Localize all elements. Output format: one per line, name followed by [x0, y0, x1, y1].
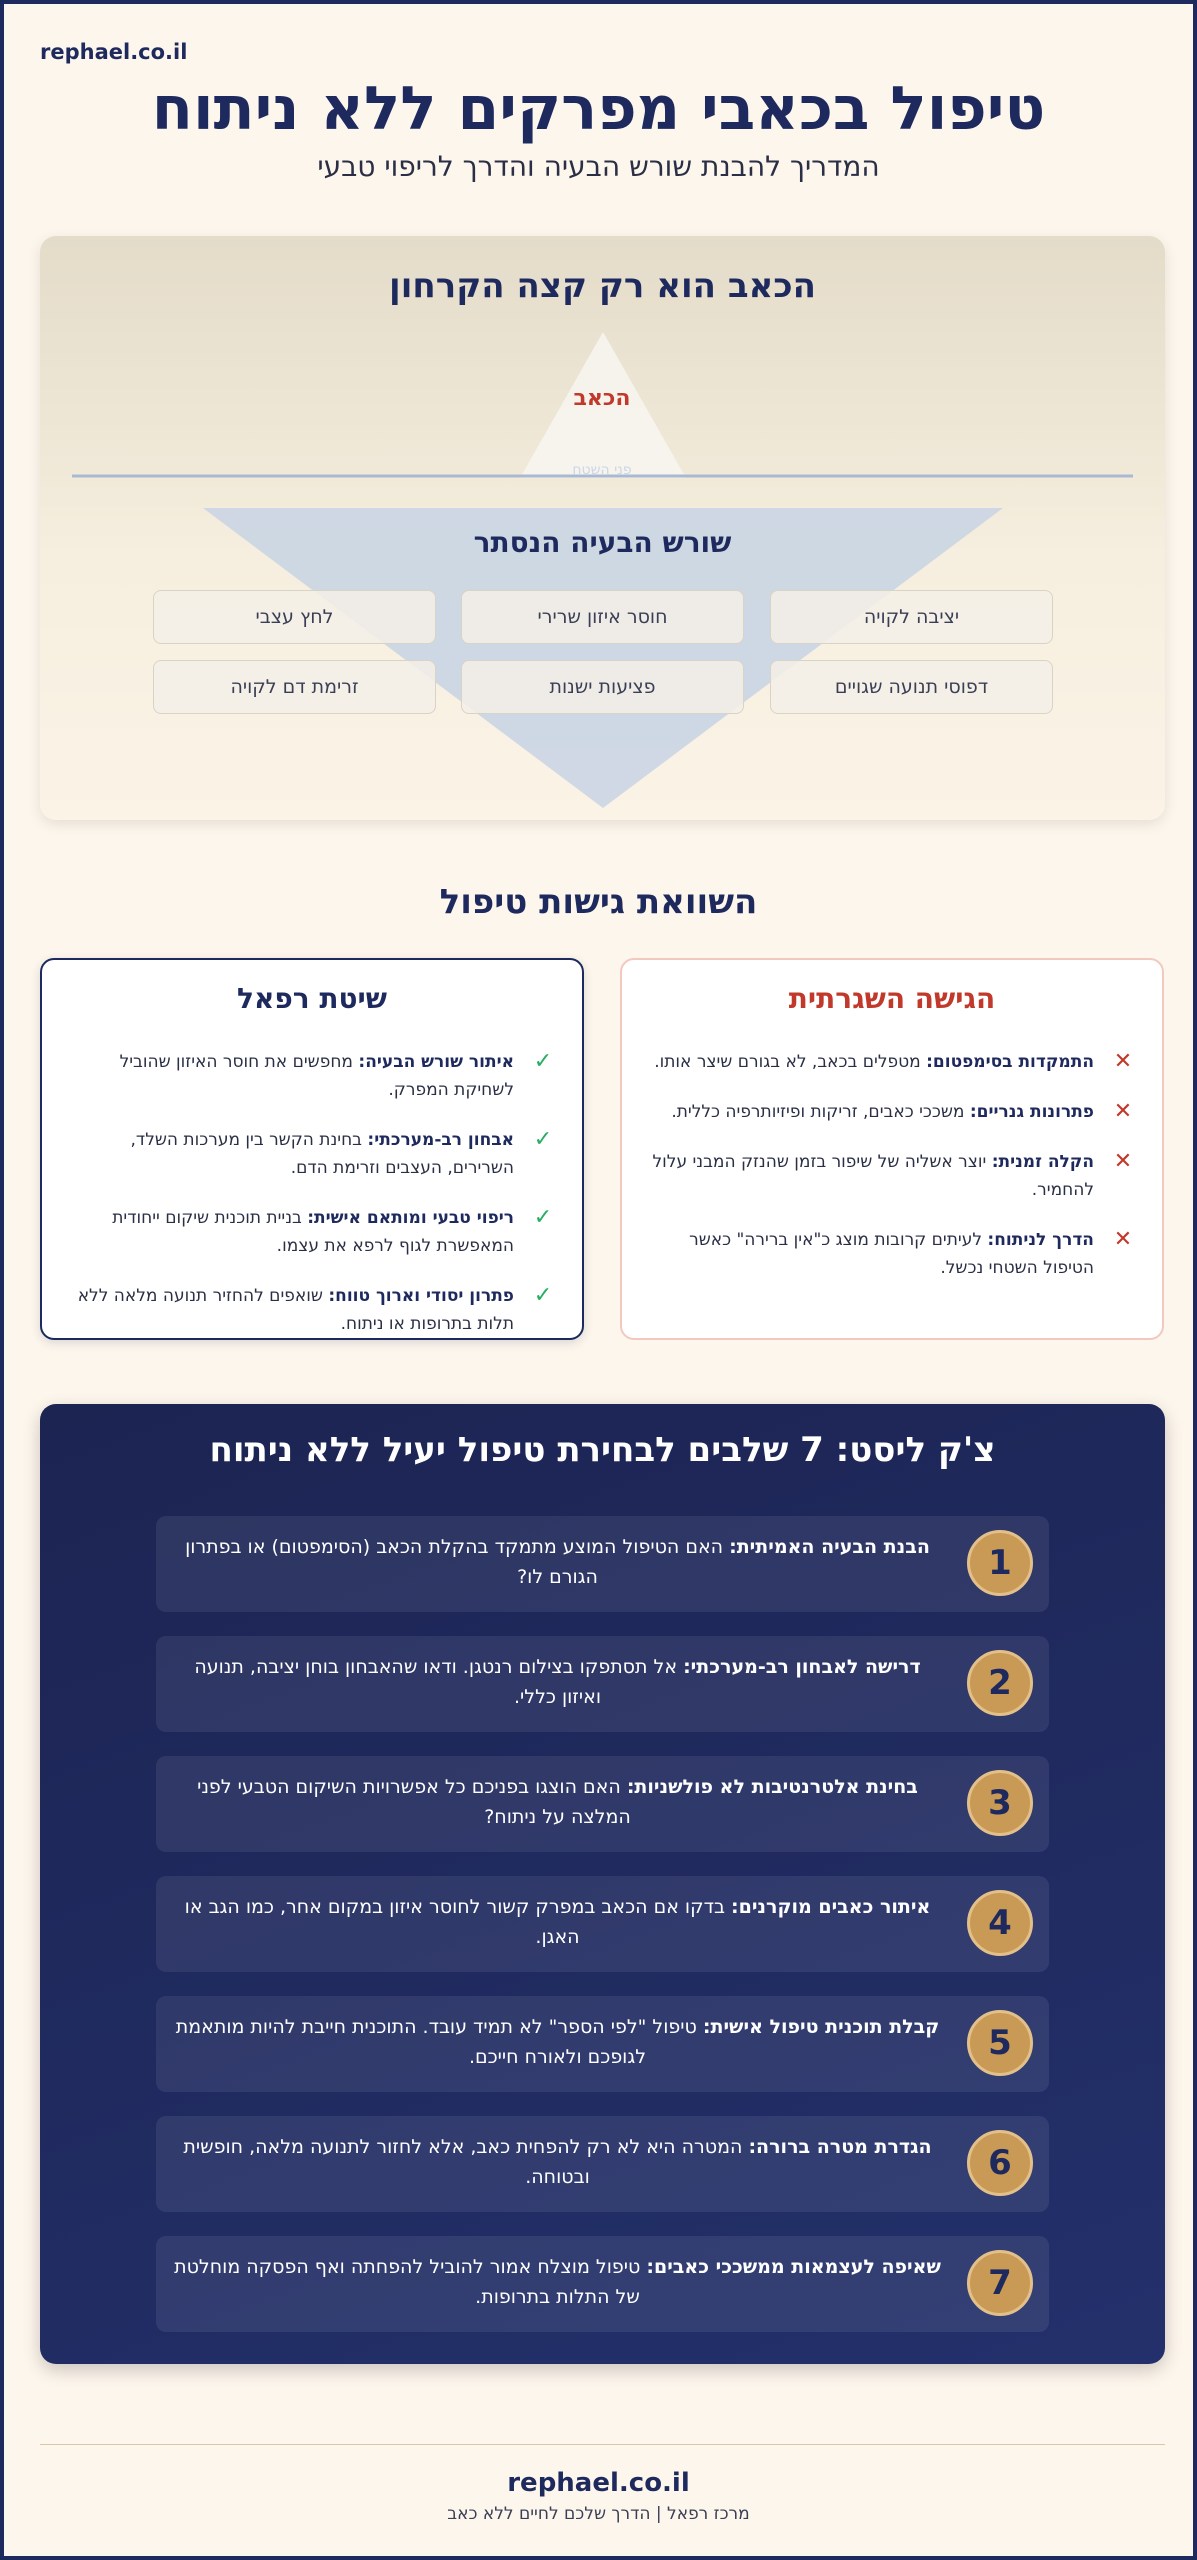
step-body: האם הטיפול המוצע מתמקד בהקלת הכאב (הסימפטום) או בפתרון הגורם לו? [185, 1536, 730, 1588]
step-body: אל תסתפקו בצילום רנטגן. ודאו שהאבחון בוחן יציבה, תנועה ואיזון כללי. [194, 1656, 684, 1708]
x-icon: ✕ [1113, 1099, 1133, 1124]
pain-tip-label: הכאב [573, 386, 631, 411]
brand-link-top[interactable]: rephael.co.il [40, 40, 188, 64]
list-item-text [652, 1148, 1094, 1204]
step-text [174, 2012, 941, 2072]
list-item-bold: אבחון רב-מערכתי: [367, 1130, 514, 1150]
raphael-method-card [40, 958, 584, 1340]
page-subtitle: המדריך להבנת שורש הבעיה והדרך לריפוי טבעי [317, 150, 880, 183]
step-text [174, 2252, 941, 2312]
iceberg-card [40, 236, 1165, 820]
list-item-bold: פתרון יסודי וארוך טווח: [328, 1286, 514, 1306]
step-number-badge: 7 [967, 2250, 1033, 2316]
step-bold: בחינת אלטרנטיבות לא פולשניות: [626, 1776, 918, 1798]
list-item-text [72, 1126, 514, 1182]
checklist-step [156, 1876, 1049, 1972]
list-item-bold: הדרך לניתוח: [987, 1230, 1094, 1250]
list-item-bold: ריפוי טבעי ומותאם אישית: [307, 1208, 514, 1228]
step-text [174, 1892, 941, 1952]
step-number-badge: 6 [967, 2130, 1033, 2196]
step-text [174, 2132, 941, 2192]
list-item-body: משככי כאבים, זריקות ופיזיותרפיה כללית. [671, 1102, 970, 1122]
checklist-step [156, 2236, 1049, 2332]
step-bold: דרישה לאבחון רב-מערכתי: [683, 1656, 921, 1678]
list-item-text [671, 1098, 1094, 1126]
list-item-bold: הקלה זמנית: [991, 1152, 1094, 1172]
step-bold: איתור כאבים מוקרנים: [731, 1896, 931, 1918]
step-text [174, 1772, 941, 1832]
list-item-body: בניית תוכנית שיקום ייחודית המאפשרת לגוף לרפא את עצמו. [112, 1208, 514, 1256]
checklist-step [156, 1636, 1049, 1732]
step-number-badge: 5 [967, 2010, 1033, 2076]
cause-chip: יציבה לקויה [770, 590, 1053, 644]
raphael-list [72, 1048, 556, 1360]
water-surface-label: פני השטח [572, 462, 632, 478]
brand-link-footer[interactable]: rephael.co.il [507, 2468, 690, 2498]
checklist-step [156, 2116, 1049, 2212]
checklist-step [156, 1516, 1049, 1612]
check-icon: ✓ [533, 1127, 553, 1152]
x-icon: ✕ [1113, 1049, 1133, 1074]
traditional-heading: הגישה השגרתית [788, 982, 996, 1015]
list-item-text [72, 1048, 514, 1104]
list-item-body: יוצר אשליה של שיפור בזמן שהנזק המבני עלול להחמיר. [652, 1152, 1094, 1200]
step-number-badge: 2 [967, 1650, 1033, 1716]
step-number-badge: 4 [967, 1890, 1033, 1956]
step-body: בדקו אם הכאב במפרק קשור לחוסר איזון במקום אחר, כמו הגב או האגן. [184, 1896, 731, 1948]
list-item-body: מטפלים בכאב, לא בגורם שיצר אותו. [654, 1052, 927, 1072]
list-item-text [72, 1204, 514, 1260]
list-item-body: שואפים להחזיר תנועה מלאה ללא תלות בתרופות או ניתוח. [77, 1286, 514, 1334]
checklist-step [156, 1756, 1049, 1852]
list-item-body: מחפשים את חוסר האיזון שהוביל לשחיקת המפרק. [119, 1052, 514, 1100]
list-item-text [72, 1282, 514, 1338]
list-item-body: לעיתים קרובות מוצג כ"אין ברירה" כאשר הטיפול השטחי נכשל. [689, 1230, 1094, 1278]
root-cause-title: שורש הבעיה הנסתר [473, 526, 732, 559]
step-bold: שאיפה לעצמאות ממשככי כאבים: [646, 2256, 941, 2278]
list-item-text [654, 1048, 1094, 1076]
checklist-step [156, 1996, 1049, 2092]
list-item [652, 1226, 1136, 1282]
list-item [72, 1048, 556, 1104]
list-item [652, 1148, 1136, 1204]
checklist-card [40, 1404, 1165, 2364]
cause-chip: לחץ עצבי [153, 590, 436, 644]
page-title: טיפול בכאבי מפרקים ללא ניתוח [151, 74, 1046, 144]
step-number-badge: 1 [967, 1530, 1033, 1596]
list-item-bold: פתרונות גנריים: [969, 1102, 1094, 1122]
traditional-approach-card [620, 958, 1164, 1340]
check-icon: ✓ [533, 1283, 553, 1308]
step-body: האם הוצגו בפניכם כל אפשרויות השיקום הטבעי לפני המלצה על ניתוח? [197, 1776, 631, 1828]
footer-tagline: מרכז רפאל | הדרך שלכם לחיים ללא כאב [447, 2504, 750, 2524]
cause-chip: חוסר איזון שרירי [461, 590, 744, 644]
list-item-bold: איתור שורש הבעיה: [358, 1052, 514, 1072]
iceberg-title: הכאב הוא רק קצה הקרחון [389, 266, 816, 306]
list-item [72, 1282, 556, 1338]
list-item [72, 1204, 556, 1260]
step-bold: קבלת תוכנית טיפול אישית: [702, 2016, 940, 2038]
footer-divider [40, 2444, 1165, 2445]
raphael-heading: שיטת רפאל [237, 982, 387, 1015]
check-icon: ✓ [533, 1049, 553, 1074]
step-body: טיפול מוצלח אמור להוביל להפחתה ואף הפסקה מוחלטת של התלות בתרופות. [174, 2256, 647, 2308]
comparison-title: השוואת גישות טיפול [439, 882, 758, 922]
cause-chip: זרימת דם לקויה [153, 660, 436, 714]
list-item-bold: התמקדות בסימפטום: [926, 1052, 1094, 1072]
step-text [174, 1652, 941, 1712]
list-item-body: בחינת הקשר בין מערכות השלד, השרירים, העצבים וזרימת הדם. [130, 1130, 514, 1178]
list-item [652, 1048, 1136, 1076]
step-bold: הגדרת מטרה ברורה: [748, 2136, 932, 2158]
list-item [652, 1098, 1136, 1126]
check-icon: ✓ [533, 1205, 553, 1230]
traditional-list [652, 1048, 1136, 1304]
checklist-title: צ'ק ליסט: 7 שלבים לבחירת טיפול יעיל ללא ניתוח [209, 1430, 996, 1470]
cause-chip: פציעות ישנות [461, 660, 744, 714]
step-bold: הבנת הבעיה האמיתית: [729, 1536, 930, 1558]
cause-chip: דפוסי תנועה שגויים [770, 660, 1053, 714]
x-icon: ✕ [1113, 1149, 1133, 1174]
x-icon: ✕ [1113, 1227, 1133, 1252]
step-text [174, 1532, 941, 1592]
list-item-text [652, 1226, 1094, 1282]
step-body: טיפול "לפי הספר" לא תמיד עובד. התוכנית חייבת להיות מותאמת לגופכם ולאורח חייכם. [175, 2016, 703, 2068]
step-number-badge: 3 [967, 1770, 1033, 1836]
step-body: המטרה היא לא רק להפחית כאב, אלא לחזור לתנועה מלאה, חופשית ובטוחה. [183, 2136, 749, 2188]
list-item [72, 1126, 556, 1182]
